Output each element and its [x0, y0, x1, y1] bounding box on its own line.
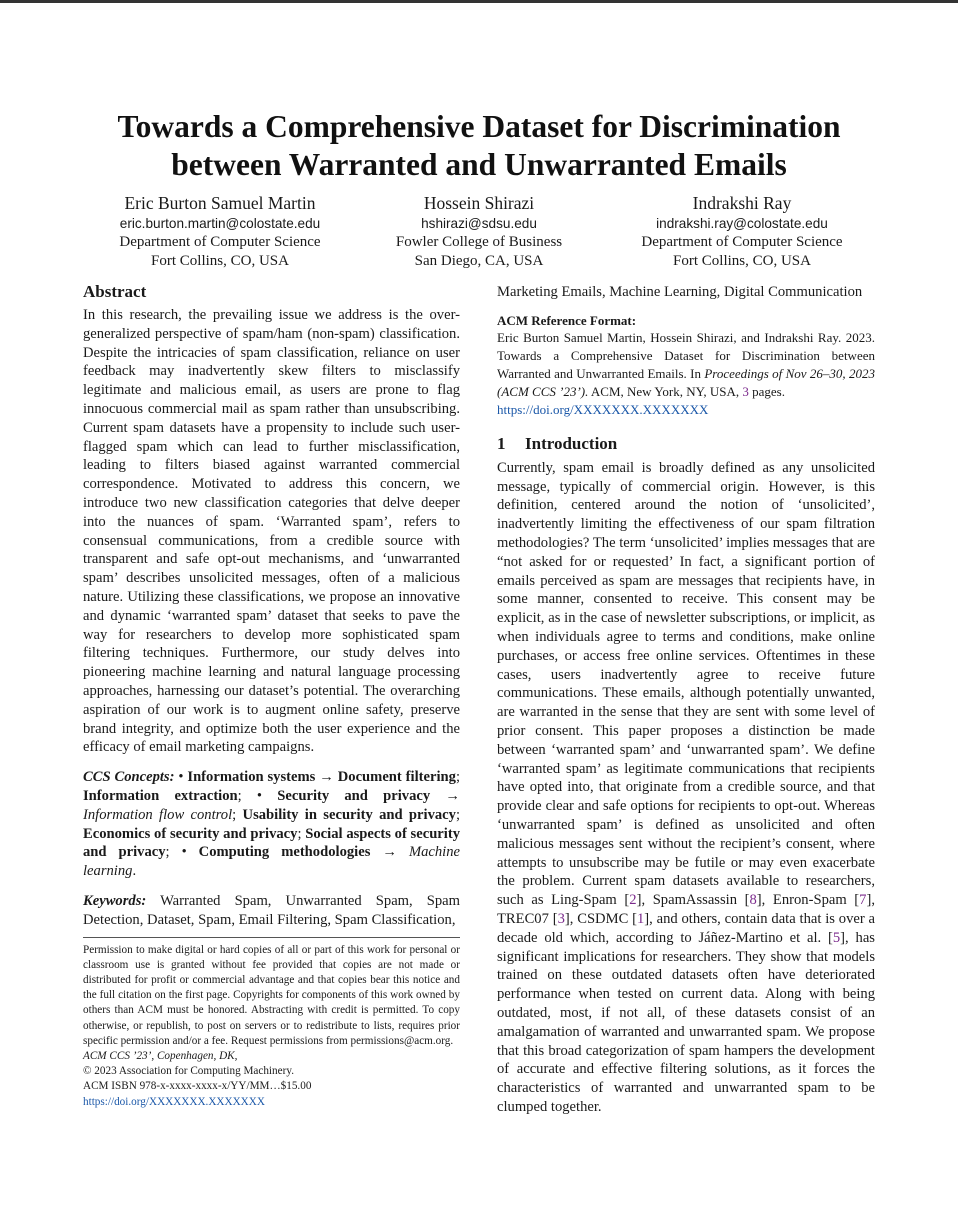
conference-line: ACM CCS ’23’, Copenhagen, DK, [83, 1049, 238, 1062]
intro-text: , TREC07 [497, 892, 875, 927]
author-2 [374, 192, 584, 271]
ccs-item: Machine learning [83, 844, 460, 880]
intro-text: , has significant implications for researchers. They show that models trained on these outdated datasets often have deteriorated performance when tested on current data. Along with being outdated, most, if not all, of these datasets consist of an amalgamation of warranted and unwarranted spam. We propose that this broad categorization of spam hampers the development of accurate and effective filtering solutions, as it forces the characteristics of warranted and unwarranted spam to be clumped together. [497, 929, 875, 1115]
footnote-divider [83, 937, 460, 938]
author-name: Indrakshi Ray [692, 193, 792, 213]
author-location: San Diego, CA, USA [414, 253, 544, 269]
ccs-item: Information systems [187, 769, 316, 786]
ccs-item: Usability in security and privacy [242, 806, 456, 823]
author-location: Fort Collins, CO, USA [673, 253, 811, 269]
reference-text: pages. [748, 383, 785, 399]
ccs-concepts: CCS Concepts: • Information systems → Document filtering; Information extraction; • Security and privacy → Information flow control; Usability in security and privacy; Economics of security and privacy; Social aspects of security and privacy; • Computing methodologies → Machine learning. [83, 769, 461, 880]
author-email[interactable]: hshirazi@sdsu.edu [421, 216, 537, 231]
reference-text: Eric Burton Samuel Martin, Hossein Shirazi, and Indrakshi Ray. 2023. Towards a Comprehensive Dataset for Discrimination between Warranted and Unwarranted Emails. In [497, 329, 875, 381]
citation-link[interactable]: 3 [557, 910, 565, 927]
ccs-item: Information flow control [83, 806, 233, 823]
ccs-item: Document filtering [337, 769, 456, 786]
abstract-text: In this research, the prevailing issue we address is the over-generalized perspective of spam/ham (non-spam) classification. Despite the intricacies of spam classification, reliance on user feedback may inadvertently skew filters to misclassify legitimate and malicious email, as users are prone to flag innocuous commercial mail as spam rather than unsubscribing. Current spam datasets have a propensity to include such user-flagged spam which can lead to further misclassification, leading to filters biased against warranted commercial correspondence. Motivated to address this concern, we introduce two new classification categories that delve deeper into the nuances of spam. ‘Warranted spam’, refers to consensual communications, from a credible source with transparent and safe opt-out mechanisms, and ‘unwarranted spam’ describes unsolicited messages, often of a malicious nature. Utilizing these classifications, we propose an innovative and dynamic ‘warranted spam’ dataset that seeks to pave the way for researchers to develop more sophisticated spam filtering techniques. Furthermore, our study delves into pioneering machine learning and natural language processing approaches, harnessing our dataset’s potential. The overarching aspiration of our work is to augment online safety, preserve brand integrity, and optimize both the user experience and the efficacy of email marketing campaigns. [83, 307, 460, 756]
copyright-line: © 2023 Association for Computing Machinery. [83, 1065, 294, 1078]
ccs-item: Economics of security and privacy [83, 825, 298, 842]
reference-proceedings: Proceedings of Nov 26–30, 2023 (ACM CCS ’23’). [497, 365, 875, 399]
author-name: Eric Burton Samuel Martin [124, 193, 316, 213]
keywords-label: Keywords: [83, 892, 147, 909]
reference-text: ACM, New York, NY, USA, [588, 383, 743, 399]
reference-format-heading: ACM Reference Format: [497, 312, 637, 328]
keywords-continued: Marketing Emails, Machine Learning, Digital Communication [497, 284, 863, 300]
citation-link[interactable]: 5 [832, 929, 841, 946]
top-border [0, 0, 958, 3]
author-email[interactable]: eric.burton.martin@colostate.edu [119, 216, 321, 231]
ccs-item: Security and privacy [277, 787, 431, 804]
citation-link[interactable]: 8 [749, 892, 757, 909]
abstract-heading: Abstract [83, 282, 147, 301]
reference-doi-link[interactable]: https://doi.org/XXXXXXX.XXXXXXX [497, 401, 709, 417]
doi-link[interactable]: https://doi.org/XXXXXXX.XXXXXXX [83, 1095, 265, 1108]
permission-notice: Permission to make digital or hard copies of all or part of this work for personal or classroom use is granted without fee provided that copies are not made or distributed for profit or commercial advantage and that copies bear this notice and the full citation on the first page. Copyrights for components of this work owned by others than ACM must be honored. Abstracting with credit is permitted. To copy otherwise, or republish, to post on servers or to redistribute to lists, requires prior specific permission and/or a fee. Request permissions from permissions@acm.org. [83, 943, 460, 1047]
ccs-label: CCS Concepts: [83, 769, 175, 786]
intro-text: , Enron-Spam [761, 892, 855, 909]
keywords [83, 892, 460, 930]
right-column [497, 283, 875, 1117]
author-3 [606, 192, 878, 271]
ccs-item: Information extraction [83, 787, 238, 804]
section-number: 1 [497, 433, 506, 453]
author-affiliation: Department of Computer Science [641, 234, 843, 250]
section-title: Introduction [525, 433, 618, 453]
citation-link[interactable]: 7 [859, 892, 867, 909]
intro-text: , CSDMC [569, 910, 633, 927]
left-column [83, 282, 460, 1110]
isbn-line: ACM ISBN 978-x-xxxx-xxxx-x/YY/MM…$15.00 [83, 1080, 312, 1093]
citation-link[interactable]: 1 [637, 910, 645, 927]
intro-text: , and others, contain data that is over a decade old which, according to Jáñez-Martino et al. [497, 910, 875, 946]
intro-text: Currently, spam email is broadly defined as any unsolicited message, typically of commercial origin. However, is this definition, centered around the notion of ‘unsolicited’, inadvertently limiting the effectiveness of our spam filtration methodologies? The term ‘unsolicited’ implies messages that are “not asked for or requested’ In fact, a significant portion of emails perceived as spam are messages that recipients have, in some manner, consented to receive. This consent may be explicit, as in the case of newsletter subscriptions, or implicit, as when individuals agree to terms and conditions, make online purchases, or access free online services. Oftentimes in these cases, users inadvertently agree to receive future communications. These emails, although potentially unwanted, are warranted in the sense that they are sent with some level of prior consent. This paper proposes a distinction be made between ‘warranted spam’ and ‘unwarranted spam’. We define ‘warranted spam’ as legitimate communications that recipients have opted into, that originate from a credible source, and that provide clear and safe options for recipients to opt-out. Whereas ‘unwarranted spam’ is defined as unsolicited and often malicious messages sent without the recipient’s consent, where attempts to unsubscribe may be futile or may even exacerbate the problem. Current spam datasets available to researchers, such as Ling-Spam [497, 459, 875, 909]
page-count-link[interactable]: 3 [742, 383, 749, 399]
author-affiliation: Fowler College of Business [395, 234, 563, 250]
paper-title: Towards a Comprehensive Dataset for Discrimination between Warranted and Unwarranted Emails [117, 109, 841, 182]
author-email[interactable]: indrakshi.ray@colostate.edu [656, 216, 828, 231]
introduction-text: Currently, spam email is broadly defined as any unsolicited message, typically of commercial origin. However, is this definition, centered around the notion of ‘unsolicited’, inadvertently limiting the effectiveness of our spam filtration methodologies? The term ‘unsolicited’ implies messages that are “not asked for or requested’ In fact, a significant portion of emails perceived as spam are messages that recipients have, in some manner, consented to receive. This consent may be explicit, as in the case of newsletter subscriptions, or implicit, as when individuals agree to terms and conditions, make online purchases, or access free online services. Oftentimes in these cases, users inadvertently agree to receive future communications. These emails, although potentially unwanted, are warranted in the sense that they are sent with some level of prior consent. This paper proposes a distinction be made between ‘warranted spam’ and ‘unwarranted spam’. We define ‘warranted spam’ as legitimate communications that recipients have opted into, that originate from a credible source, and that provide clear and safe options for recipients to opt-out. Whereas ‘unwarranted spam’ is defined as unsolicited and often malicious messages sent without the recipient’s consent, where attempts to unsubscribe may be futile or may even exacerbate the problem. Current spam datasets available to researchers, such as Ling-Spam [2], SpamAssassin [8], Enron-Spam [7], TREC07 [3], CSDMC [1], and others, contain data that is over a decade old which, according to Jáñez-Martino et al. [5], has significant implications for researchers. They show that models trained on these outdated datasets often have deteriorated performance when tested on current data. Along with being outdated, most, if not all, of these datasets consist of an amalgamation of warranted and unwarranted spam. We propose that this broad categorization of spam hampers the development of accurate and effective filtering solutions, as it forces the characteristics of warranted and unwarranted spam to be clumped together. [497, 459, 875, 1115]
ccs-item: Computing methodologies [198, 844, 371, 861]
author-1 [84, 192, 356, 271]
reference-format [497, 329, 875, 419]
footnote [83, 943, 460, 1110]
author-name: Hossein Shirazi [423, 193, 535, 213]
author-location: Fort Collins, CO, USA [151, 253, 289, 269]
introduction-heading [497, 433, 875, 455]
citation-link[interactable]: 2 [629, 892, 637, 909]
ccs-item: Social aspects of security and privacy [83, 825, 461, 861]
author-affiliation: Department of Computer Science [119, 234, 321, 250]
keywords-text: Warranted Spam, Unwarranted Spam, Spam Detection, Dataset, Spam, Email Filtering, Spam Classification, [83, 892, 461, 928]
intro-text: , SpamAssassin [641, 892, 745, 909]
